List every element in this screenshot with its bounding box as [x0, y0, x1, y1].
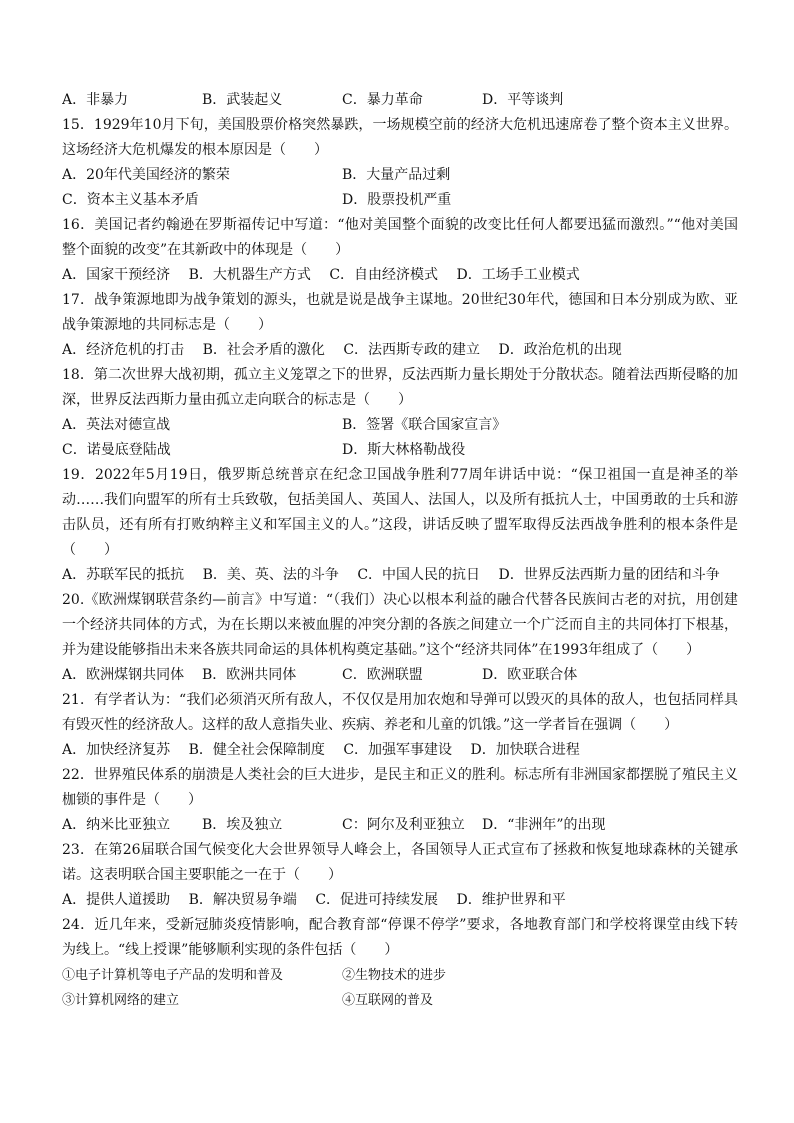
q17-option-d: D．政治危机的出现: [498, 342, 622, 358]
q18-options-row2: [62, 438, 738, 463]
q23-options: [62, 888, 738, 913]
q23-option-c: C．促进可持续发展: [315, 892, 439, 908]
q19-option-b: B．美、英、法的斗争: [202, 567, 339, 583]
q22-option-b: B．埃及独立: [202, 817, 283, 833]
q21-options: [62, 738, 738, 763]
q16-option-c: C．自由经济模式: [329, 267, 439, 283]
q16-option-b: B．大机器生产方式: [188, 267, 311, 283]
q22-stem: 22．世界殖民体系的崩溃是人类社会的巨大进步，是民主和正义的胜利。标志所有非洲国家都摆脱了殖民主义枷锁的事件是（ ）: [62, 767, 738, 808]
q18-option-c: C．诺曼底登陆战: [62, 442, 171, 458]
q15-options-row2: [62, 188, 738, 213]
q23-option-b: B．解决贸易争端: [188, 892, 297, 908]
q18-stem: 18．第二次世界大战初期，孤立主义笼罩之下的世界，反法西斯力量长期处于分散状态。随着法西斯侵略的加深，世界反法西斯力量由孤立走向联合的标志是（ ）: [62, 367, 738, 408]
q24-items-row2: [62, 988, 738, 1013]
q22-option-d: D．“非洲年”的出现: [482, 817, 606, 833]
q18-options-row1: [62, 413, 738, 438]
q17-option-b: B．社会矛盾的激化: [202, 342, 325, 358]
q15-option-b: B．大量产品过剩: [342, 167, 451, 183]
q14-option-c: C．暴力革命: [342, 92, 423, 108]
q20-option-b: B．欧洲共同体: [202, 667, 297, 683]
q15-option-d: D．股票投机严重: [342, 192, 452, 208]
q16-option-d: D．工场手工业模式: [456, 267, 580, 283]
q14-option-d: D．平等谈判: [482, 92, 564, 108]
q24-item-4: ④互联网的普及: [342, 993, 434, 1008]
q15-options-row1: [62, 163, 738, 188]
q14-option-b: B．武装起义: [202, 92, 283, 108]
q24-items-row1: [62, 963, 738, 988]
q24-item-1: ①电子计算机等电子产品的发明和普及: [62, 968, 284, 983]
q20-option-d: D．欧亚联合体: [482, 667, 578, 683]
q21-option-c: C．加强军事建设: [343, 742, 453, 758]
q21-option-d: D．加快联合进程: [470, 742, 580, 758]
q15-option-c: C．资本主义基本矛盾: [62, 192, 199, 208]
q19-option-d: D．世界反法西斯力量的团结和斗争: [498, 567, 720, 583]
q21-stem: 21．有学者认为：“我们必须消灭所有敌人，不仅仅是用加农炮和导弹可以毁灭的具体的敌人，也包括同样具有毁灭性的经济敌人。这样的敌人意指失业、疾病、养老和儿童的饥饿。”这一学者旨在强调（ ）: [62, 692, 738, 733]
q22-options: [62, 813, 738, 838]
q17-option-c: C．法西斯专政的建立: [343, 342, 481, 358]
q17-option-a: A．经济危机的打击: [62, 342, 185, 358]
q22-option-a: A．纳米比亚独立: [62, 817, 171, 833]
q17-stem: 17．战争策源地即为战争策划的源头，也就是说是战争主谋地。20世纪30年代，德国和日本分别成为欧、亚战争策源地的共同标志是（ ）: [62, 292, 738, 333]
q24-item-2: ②生物技术的进步: [342, 968, 447, 983]
q19-stem: 19．2022年5月19日，俄罗斯总统普京在纪念卫国战争胜利77周年讲话中说：“保卫祖国一直是神圣的举动……我们向盟军的所有士兵致敬，包括美国人、英国人、法国人，以及所有抵抗人士，中国勇敢的士兵和游击队员，还有所有打败纳粹主义和军国主义的人。”这段，讲话反映了盟军取得反法西战争胜利的根本条件是（ ）: [62, 467, 738, 558]
q18-option-d: D．斯大林格勒战役: [342, 442, 466, 458]
q23-stem: 23．在第26届联合国气候变化大会世界领导人峰会上，各国领导人正式宣布了拯救和恢复地球森林的关键承诺。这表明联合国主要职能之一在于（ ）: [62, 842, 738, 883]
q14-options: [62, 88, 738, 113]
q20-stem: 20.《欧洲煤钢联营条约—前言》中写道：“（我们）决心以根本利益的融合代替各民族间古老的对抗，用创建一个经济共同体的方式，为在长期以来被血腥的冲突分割的各族之间建立一个广泛而自主的共同体打下根基，并为建设能够指出未来各族共同命运的具体机构奠定基础。”这个“经济共同体”在1993年组成了（ ）: [62, 592, 738, 658]
exam-page: [62, 88, 738, 1013]
q19-option-a: A．苏联军民的抵抗: [62, 567, 185, 583]
q18-option-a: A．英法对德宣战: [62, 417, 171, 433]
q16-option-a: A．国家干预经济: [62, 267, 171, 283]
q23-option-a: A．提供人道援助: [62, 892, 171, 908]
q15-stem: 15．1929年10月下旬，美国股票价格突然暴跌，一场规模空前的经济大危机迅速席卷了整个资本主义世界。这场经济大危机爆发的根本原因是（ ）: [62, 117, 738, 158]
q23-option-d: D．维护世界和平: [456, 892, 566, 908]
q19-option-c: C．中国人民的抗日: [357, 567, 481, 583]
q16-options: [62, 263, 738, 288]
q24-item-3: ③计算机网络的建立: [62, 993, 180, 1008]
q15-option-a: A．20年代美国经济的繁荣: [62, 167, 230, 183]
q17-options: [62, 338, 738, 363]
q19-options: [62, 563, 738, 588]
q16-stem: 16．美国记者约翰逊在罗斯福传记中写道：“他对美国整个面貌的改变比任何人都要迅猛而激烈。”“他对美国整个面貌的改变”在其新政中的体现是（ ）: [62, 217, 738, 258]
q20-options: [62, 663, 738, 688]
q24-stem: 24．近几年来，受新冠肺炎疫情影响，配合教育部“停课不停学”要求，各地教育部门和学校将课堂由线下转为线上。“线上授课”能够顺利实现的条件包括（ ）: [62, 917, 738, 958]
q14-option-a: A．非暴力: [62, 92, 129, 108]
q21-option-b: B．健全社会保障制度: [188, 742, 325, 758]
q20-option-a: A．欧洲煤钢共同体: [62, 667, 185, 683]
q22-option-c: C：阿尔及利亚独立: [342, 817, 465, 833]
q18-option-b: B．签署《联合国家宣言》: [342, 417, 507, 433]
q20-option-c: C．欧洲联盟: [342, 667, 423, 683]
q21-option-a: A．加快经济复苏: [62, 742, 171, 758]
